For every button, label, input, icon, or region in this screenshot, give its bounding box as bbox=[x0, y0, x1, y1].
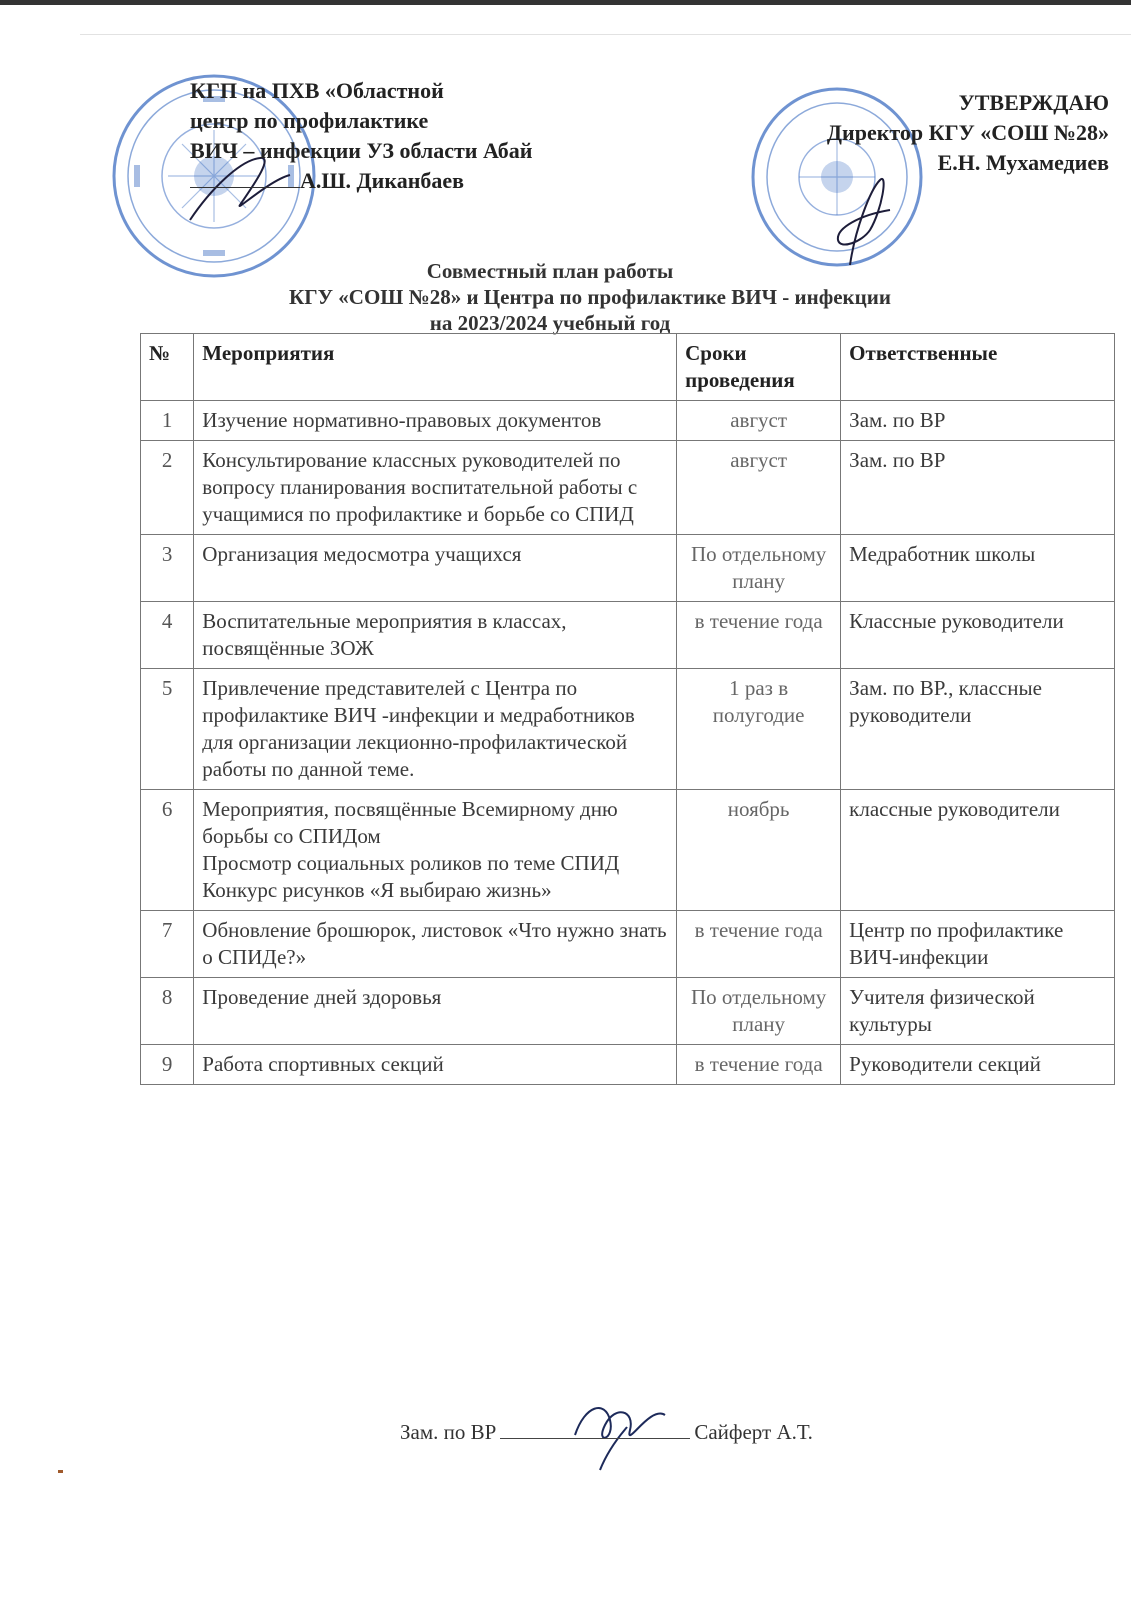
table-row bbox=[141, 978, 1115, 1045]
activity-line: Организация медосмотра учащихся bbox=[202, 542, 522, 566]
table-header-row bbox=[141, 334, 1115, 401]
approver-position: Директор КГУ «СОШ №28» bbox=[826, 120, 1109, 145]
row-responsible: Зам. по ВР bbox=[841, 401, 1115, 441]
approval-label: УТВЕРЖДАЮ bbox=[958, 90, 1109, 115]
table-row bbox=[141, 669, 1115, 790]
header-responsible: Ответственные bbox=[841, 334, 1115, 401]
table-row bbox=[141, 911, 1115, 978]
row-responsible: Учителя физической культуры bbox=[841, 978, 1115, 1045]
activity-line: Проведение дней здоровья bbox=[202, 985, 442, 1009]
row-activity bbox=[194, 669, 677, 790]
activity-line: Привлечение представителей с Центра по профилактике ВИЧ -инфекции и медработников для организации лекционно-профилактической работы по данной теме. bbox=[202, 676, 635, 781]
header-dates: Сроки проведения bbox=[677, 334, 841, 401]
table-row bbox=[141, 602, 1115, 669]
title-line-3: на 2023/2024 учебный год bbox=[429, 311, 671, 335]
row-activity bbox=[194, 790, 677, 911]
table-row bbox=[141, 1045, 1115, 1085]
footer-signature-block bbox=[400, 1420, 900, 1445]
scan-line bbox=[80, 34, 1131, 35]
plan-table bbox=[140, 333, 1115, 1085]
header-activity: Мероприятия bbox=[194, 334, 677, 401]
row-dates: август bbox=[677, 401, 841, 441]
issuer-signature-line bbox=[190, 187, 300, 188]
activity-line: Воспитательные мероприятия в классах, посвящённые ЗОЖ bbox=[202, 609, 567, 660]
issuer-name: А.Ш. Диканбаев bbox=[300, 168, 465, 193]
row-number: 3 bbox=[141, 535, 194, 602]
scan-mark bbox=[58, 1470, 63, 1473]
row-activity bbox=[194, 978, 677, 1045]
approver-name: Е.Н. Мухамедиев bbox=[937, 150, 1109, 175]
activity-line: Мероприятия, посвящённые Всемирному дню борьбы со СПИДом bbox=[202, 797, 618, 848]
row-dates: По отдельному плану bbox=[677, 535, 841, 602]
issuer-signature-row bbox=[190, 166, 620, 196]
activity-line: Консультирование классных руководителей по вопросу планирования воспитательной работы с учащимися по профилактике и борьбе со СПИД bbox=[202, 448, 638, 526]
row-number: 4 bbox=[141, 602, 194, 669]
activity-line: Изучение нормативно-правовых документов bbox=[202, 408, 602, 432]
row-dates: 1 раз в полугодие bbox=[677, 669, 841, 790]
row-responsible: Зам. по ВР., классные руководители bbox=[841, 669, 1115, 790]
table-row bbox=[141, 401, 1115, 441]
footer-signature-line bbox=[500, 1438, 690, 1439]
issuer-line-3: ВИЧ – инфекции УЗ области Абай bbox=[190, 138, 533, 163]
row-responsible: классные руководители bbox=[841, 790, 1115, 911]
activity-line: Конкурс рисунков «Я выбираю жизнь» bbox=[202, 878, 552, 902]
row-activity bbox=[194, 602, 677, 669]
issuer-line-2: центр по профилактике bbox=[190, 108, 429, 133]
row-dates: в течение года bbox=[677, 1045, 841, 1085]
row-responsible: Зам. по ВР bbox=[841, 441, 1115, 535]
row-number: 9 bbox=[141, 1045, 194, 1085]
right-signature bbox=[820, 170, 900, 270]
row-dates: в течение года bbox=[677, 911, 841, 978]
row-number: 2 bbox=[141, 441, 194, 535]
row-number: 8 bbox=[141, 978, 194, 1045]
header-number: № bbox=[141, 334, 194, 401]
title-line-2: КГУ «СОШ №28» и Центра по профилактике ВИЧ - инфекции bbox=[289, 285, 891, 309]
row-dates: в течение года bbox=[677, 602, 841, 669]
activity-line: Обновление брошюрок, листовок «Что нужно знать о СПИДе?» bbox=[202, 918, 667, 969]
title-line-1: Совместный план работы bbox=[426, 259, 674, 283]
row-number: 7 bbox=[141, 911, 194, 978]
footer-position: Зам. по ВР bbox=[400, 1420, 497, 1444]
activity-line: Работа спортивных секций bbox=[202, 1052, 444, 1076]
row-responsible: Руководители секций bbox=[841, 1045, 1115, 1085]
document-title bbox=[150, 258, 950, 336]
row-dates: По отдельному плану bbox=[677, 978, 841, 1045]
approval-block bbox=[709, 88, 1109, 178]
issuer-line-1: КГП на ПХВ «Областной bbox=[190, 78, 444, 103]
row-activity bbox=[194, 911, 677, 978]
table-body bbox=[141, 401, 1115, 1085]
row-number: 1 bbox=[141, 401, 194, 441]
row-dates: ноябрь bbox=[677, 790, 841, 911]
table-row bbox=[141, 441, 1115, 535]
row-activity bbox=[194, 535, 677, 602]
activity-line: Просмотр социальных роликов по теме СПИД bbox=[202, 851, 620, 875]
scan-top-edge bbox=[0, 0, 1131, 5]
table-row bbox=[141, 535, 1115, 602]
table-row bbox=[141, 790, 1115, 911]
issuer-block bbox=[190, 76, 620, 196]
row-responsible: Классные руководители bbox=[841, 602, 1115, 669]
row-number: 6 bbox=[141, 790, 194, 911]
row-responsible: Центр по профилактике ВИЧ-инфекции bbox=[841, 911, 1115, 978]
row-activity bbox=[194, 401, 677, 441]
row-number: 5 bbox=[141, 669, 194, 790]
footer-name: Сайферт А.Т. bbox=[694, 1420, 813, 1444]
row-activity bbox=[194, 441, 677, 535]
row-activity bbox=[194, 1045, 677, 1085]
row-dates: август bbox=[677, 441, 841, 535]
row-responsible: Медработник школы bbox=[841, 535, 1115, 602]
